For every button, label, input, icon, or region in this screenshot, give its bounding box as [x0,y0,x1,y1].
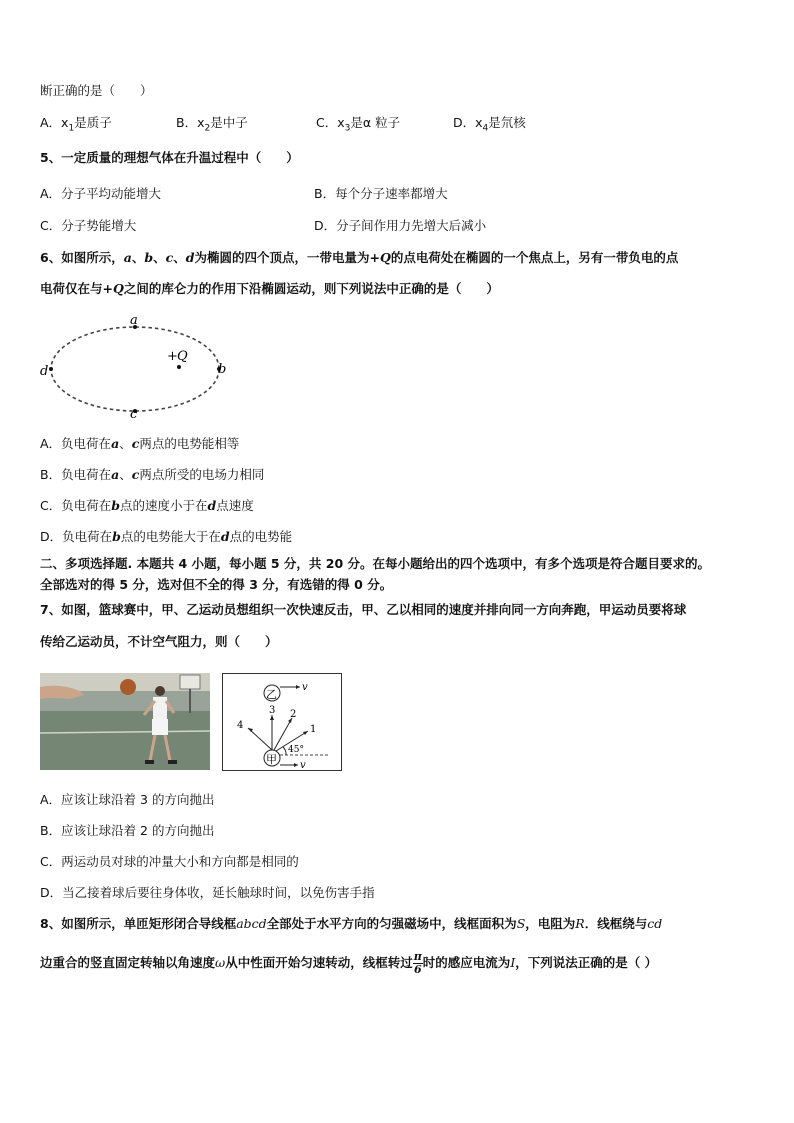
q7-option-b: B．应该让球沿着 2 的方向抛出 [40,823,215,838]
label-b: b [218,362,227,377]
q5-option-c: C．分子势能增大 [40,218,137,233]
q4-option-b: B．$x_2$是中子 [176,115,248,134]
charge-q-dot [177,365,181,369]
q4-option-c: C．$x_3$是α 粒子 [316,115,401,134]
vertex-d-dot [49,367,53,371]
label-angle: 45° [288,745,304,755]
label-jia: 甲 [266,753,277,766]
section2-line2: 全部选对的得 5 分，选对但不全的得 3 分，有选错的得 0 分。 [40,577,393,592]
label-2: 2 [290,709,297,720]
q6-option-c: C．负电荷在b点的速度小于在d点速度 [40,498,254,513]
ellipse-orbit [51,327,219,411]
label-d: d [40,364,49,379]
fraction-pi-over-6: $\frac{\pi}{6}$ [413,950,422,976]
pass-direction-diagram [222,673,342,771]
label-1: 1 [310,724,317,735]
q4-option-a: A．$x_1$是质子 [40,115,112,134]
q5-option-d: D．分子间作用力先增大后减小 [314,218,487,233]
label-q: Q [177,349,188,364]
q5-option-b: B．每个分子速率都增大 [314,186,448,201]
ellipse-figure [36,312,236,420]
basketball-photo [40,673,210,770]
q6-option-d: D．负电荷在b点的电势能大于在d点的电势能 [40,529,293,544]
q7-option-c: C．两运动员对球的冲量大小和方向都是相同的 [40,854,299,869]
q7-option-d: D．当乙接着球后要往身体收，延长触球时间，以免伤害手指 [40,885,375,900]
q7-stem-line1: 7、如图，篮球赛中，甲、乙运动员想组织一次快速反击，甲、乙以相同的速度并排向同一方向奔跑，甲运动员要将球 [40,602,687,617]
q7-stem-line2: 传给乙运动员，不计空气阻力，则（ ） [40,634,278,649]
label-3: 3 [269,705,276,716]
label-v-bottom: v [300,760,306,771]
label-q-sign: + [167,349,178,364]
q8-stem-line1: 8、如图所示，单匝矩形闭合导线框abcd全部处于水平方向的匀强磁场中，线框面积为S，电阻为R．线框绕与cd [40,916,663,931]
q5-stem: 5、一定质量的理想气体在升温过程中（ ） [40,150,299,165]
label-c: c [130,407,138,420]
label-yi: 乙 [266,688,277,701]
label-v-top: v [302,682,308,693]
label-4: 4 [237,720,244,731]
q8-stem-line2: 边重合的竖直固定转轴以角速度ω从中性面开始匀速转动，线框转过 $\frac{\pi}{6}$ 时的感应电流为I，下列说法正确的是（ ） [40,950,658,976]
q6-stem-line1: 6、如图所示，a、b、c、d为椭圆的四个顶点，一带电量为+Q的点电荷处在椭圆的一个焦点上，另有一带负电的点 [40,250,679,265]
q6-option-b: B．负电荷在a、c两点所受的电场力相同 [40,467,265,482]
q7-option-a: A．应该让球沿着 3 的方向抛出 [40,792,215,807]
q6-stem-line2: 电荷仅在与+Q之间的库仑力的作用下沿椭圆运动，则下列说法中正确的是（ ） [40,281,499,296]
q4-stem-tail: 断正确的是（ ） [40,83,153,98]
q4-option-d: D．$x_4$是氘核 [453,115,526,134]
q6-option-a: A．负电荷在a、c两点的电势能相等 [40,436,240,451]
section2-line1: 二、多项选择题. 本题共 4 小题，每小题 5 分，共 20 分。在每小题给出的四个选项中，有多个选项是符合题目要求的。 [40,556,711,571]
q5-option-a: A．分子平均动能增大 [40,186,162,201]
label-a: a [130,313,138,328]
